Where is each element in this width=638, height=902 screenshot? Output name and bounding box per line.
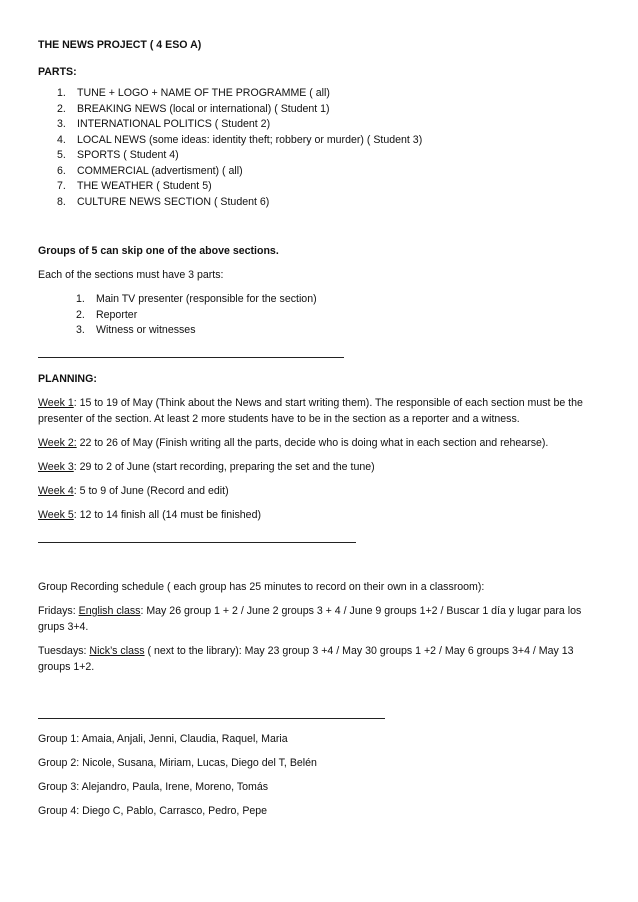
list-item: 8. CULTURE NEWS SECTION ( Student 6) — [57, 195, 270, 208]
divider-line — [38, 357, 344, 358]
list-item: 2. BREAKING NEWS (local or international) ( Student 1) — [57, 102, 330, 115]
group-4: Group 4: Diego C, Pablo, Carrasco, Pedro, Pepe — [38, 805, 268, 817]
list-item: 1. TUNE + LOGO + NAME OF THE PROGRAMME ( all) — [57, 87, 330, 99]
list-item: 2. Reporter — [76, 308, 138, 321]
document-title: THE NEWS PROJECT ( 4 ESO A) — [38, 39, 202, 51]
week-1: Week 1: 15 to 19 of May (Think about the News and start writing them). The responsible of each section must be the presenter of the section. At least 2 more students have to be in the section as a reporter and a witness. — [38, 397, 583, 425]
list-item: 3. INTERNATIONAL POLITICS ( Student 2) — [57, 118, 271, 130]
week-label: Week 5 — [38, 509, 74, 521]
week-4: Week 4: 5 to 9 of June (Record and edit) — [38, 485, 229, 497]
english-class-label: English class — [78, 605, 141, 617]
week-label: Week 4 — [38, 485, 74, 497]
list-item: 5. SPORTS ( Student 4) — [57, 149, 179, 161]
groups-note: Groups of 5 can skip one of the above sections. — [38, 245, 279, 257]
section-parts-list — [76, 292, 317, 339]
week-label: Week 2: — [38, 437, 77, 449]
week-3: Week 3: 29 to 2 of June (start recording, preparing the set and the tune) — [38, 461, 375, 473]
group-3: Group 3: Alejandro, Paula, Irene, Moreno, Tomás — [38, 781, 269, 793]
week-2: Week 2: 22 to 26 of May (Finish writing all the parts, decide who is doing what in each section and rehearse). — [38, 437, 549, 449]
tuesdays-schedule: Tuesdays: Nick’s class ( next to the library): May 23 group 3 +4 / May 30 groups 1 +2 / May 6 groups 3+4 / May 13 groups 1+2. — [38, 645, 574, 673]
divider-line — [38, 542, 356, 543]
list-item: 7. THE WEATHER ( Student 5) — [57, 180, 212, 192]
fridays-schedule: Fridays: English class: May 26 group 1 + 2 / June 2 groups 3 + 4 / June 9 groups 1+2 / Buscar 1 día y lugar para los grups 3+4. — [38, 605, 582, 633]
week-label: Week 3 — [38, 461, 74, 473]
planning-heading: PLANNING: — [38, 373, 97, 385]
list-item: 3. Witness or witnesses — [76, 324, 196, 336]
parts-heading: PARTS: — [38, 66, 77, 78]
list-item: 1. Main TV presenter (responsible for the section) — [76, 293, 317, 305]
divider-line — [38, 718, 385, 719]
week-5: Week 5: 12 to 14 finish all (14 must be finished) — [38, 509, 261, 521]
schedule-intro: Group Recording schedule ( each group has 25 minutes to record on their own in a classroom): — [38, 581, 485, 593]
group-1: Group 1: Amaia, Anjali, Jenni, Claudia, Raquel, Maria — [38, 733, 288, 745]
list-item: 6. COMMERCIAL (advertisment) ( all) — [57, 164, 243, 177]
parts-list — [57, 86, 422, 210]
group-2: Group 2: Nicole, Susana, Miriam, Lucas, Diego del T, Belén — [38, 757, 317, 769]
sections-intro: Each of the sections must have 3 parts: — [38, 269, 224, 281]
nicks-class-label: Nick’s class — [89, 645, 145, 657]
week-label: Week 1 — [38, 397, 74, 409]
list-item: 4. LOCAL NEWS (some ideas: identity theft; robbery or murder) ( Student 3) — [57, 133, 423, 146]
